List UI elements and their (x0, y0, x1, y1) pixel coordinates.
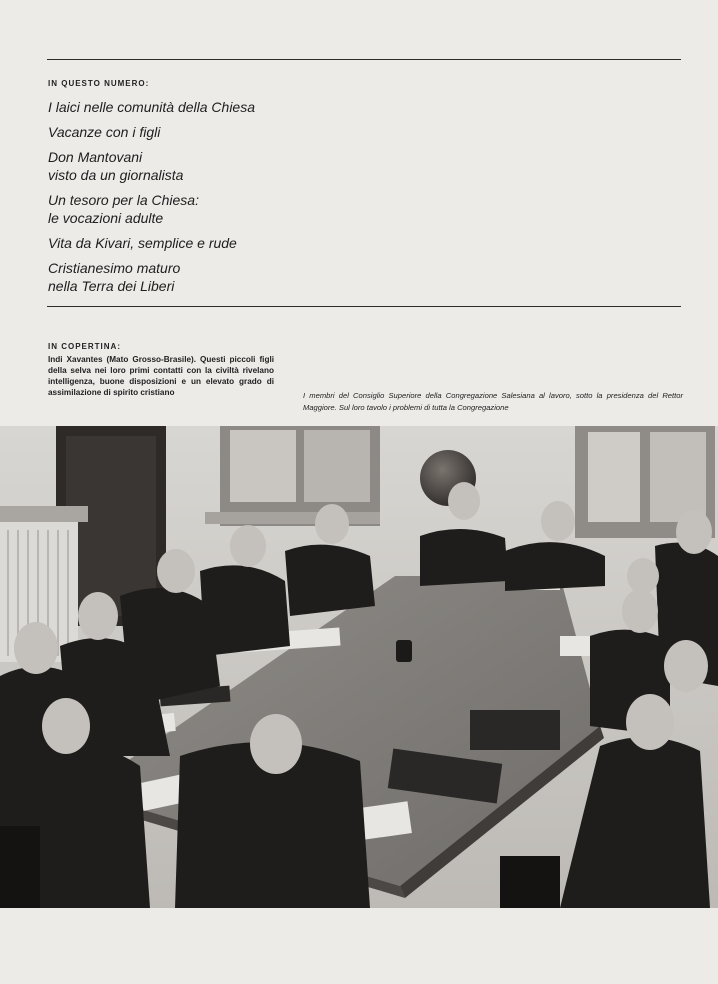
photo-caption: I membri del Consiglio Superiore della Congregazione Salesiana al lavoro, sotto la presidenza del Rettor Maggiore. Sul loro tavolo i problemi di tutta la Congregazione (303, 391, 683, 412)
cover-description: Indi Xavantes (Mato Grosso-Brasile). Questi piccoli figli della selva nei loro primi contatti con la civiltà rivelano intelligenza, buone disposizioni e un elevato grado di assimilazione di spirito cristiano (48, 355, 274, 397)
middle-rule (47, 306, 681, 307)
toc-item (48, 191, 648, 227)
meeting-photo (0, 426, 718, 908)
toc-line: Vita da Kivari, semplice e rude (48, 235, 237, 251)
toc-item (48, 98, 648, 116)
top-rule (47, 59, 681, 60)
toc-line: Cristianesimo maturo (48, 260, 181, 276)
toc-item (48, 148, 648, 184)
toc-line: Un tesoro per la Chiesa: (48, 192, 199, 208)
toc-item (48, 123, 648, 141)
toc-item (48, 259, 648, 295)
toc-line: Don Mantovani (48, 149, 143, 165)
table-of-contents (48, 98, 648, 302)
issue-label: IN QUESTO NUMERO: (48, 79, 150, 88)
toc-line: visto da un giornalista (48, 167, 184, 183)
toc-item (48, 234, 648, 252)
toc-line: le vocazioni adulte (48, 210, 164, 226)
toc-line: nella Terra dei Liberi (48, 278, 175, 294)
toc-line: I laici nelle comunità della Chiesa (48, 99, 255, 115)
cover-label: IN COPERTINA: (48, 342, 121, 351)
toc-line: Vacanze con i figli (48, 124, 161, 140)
